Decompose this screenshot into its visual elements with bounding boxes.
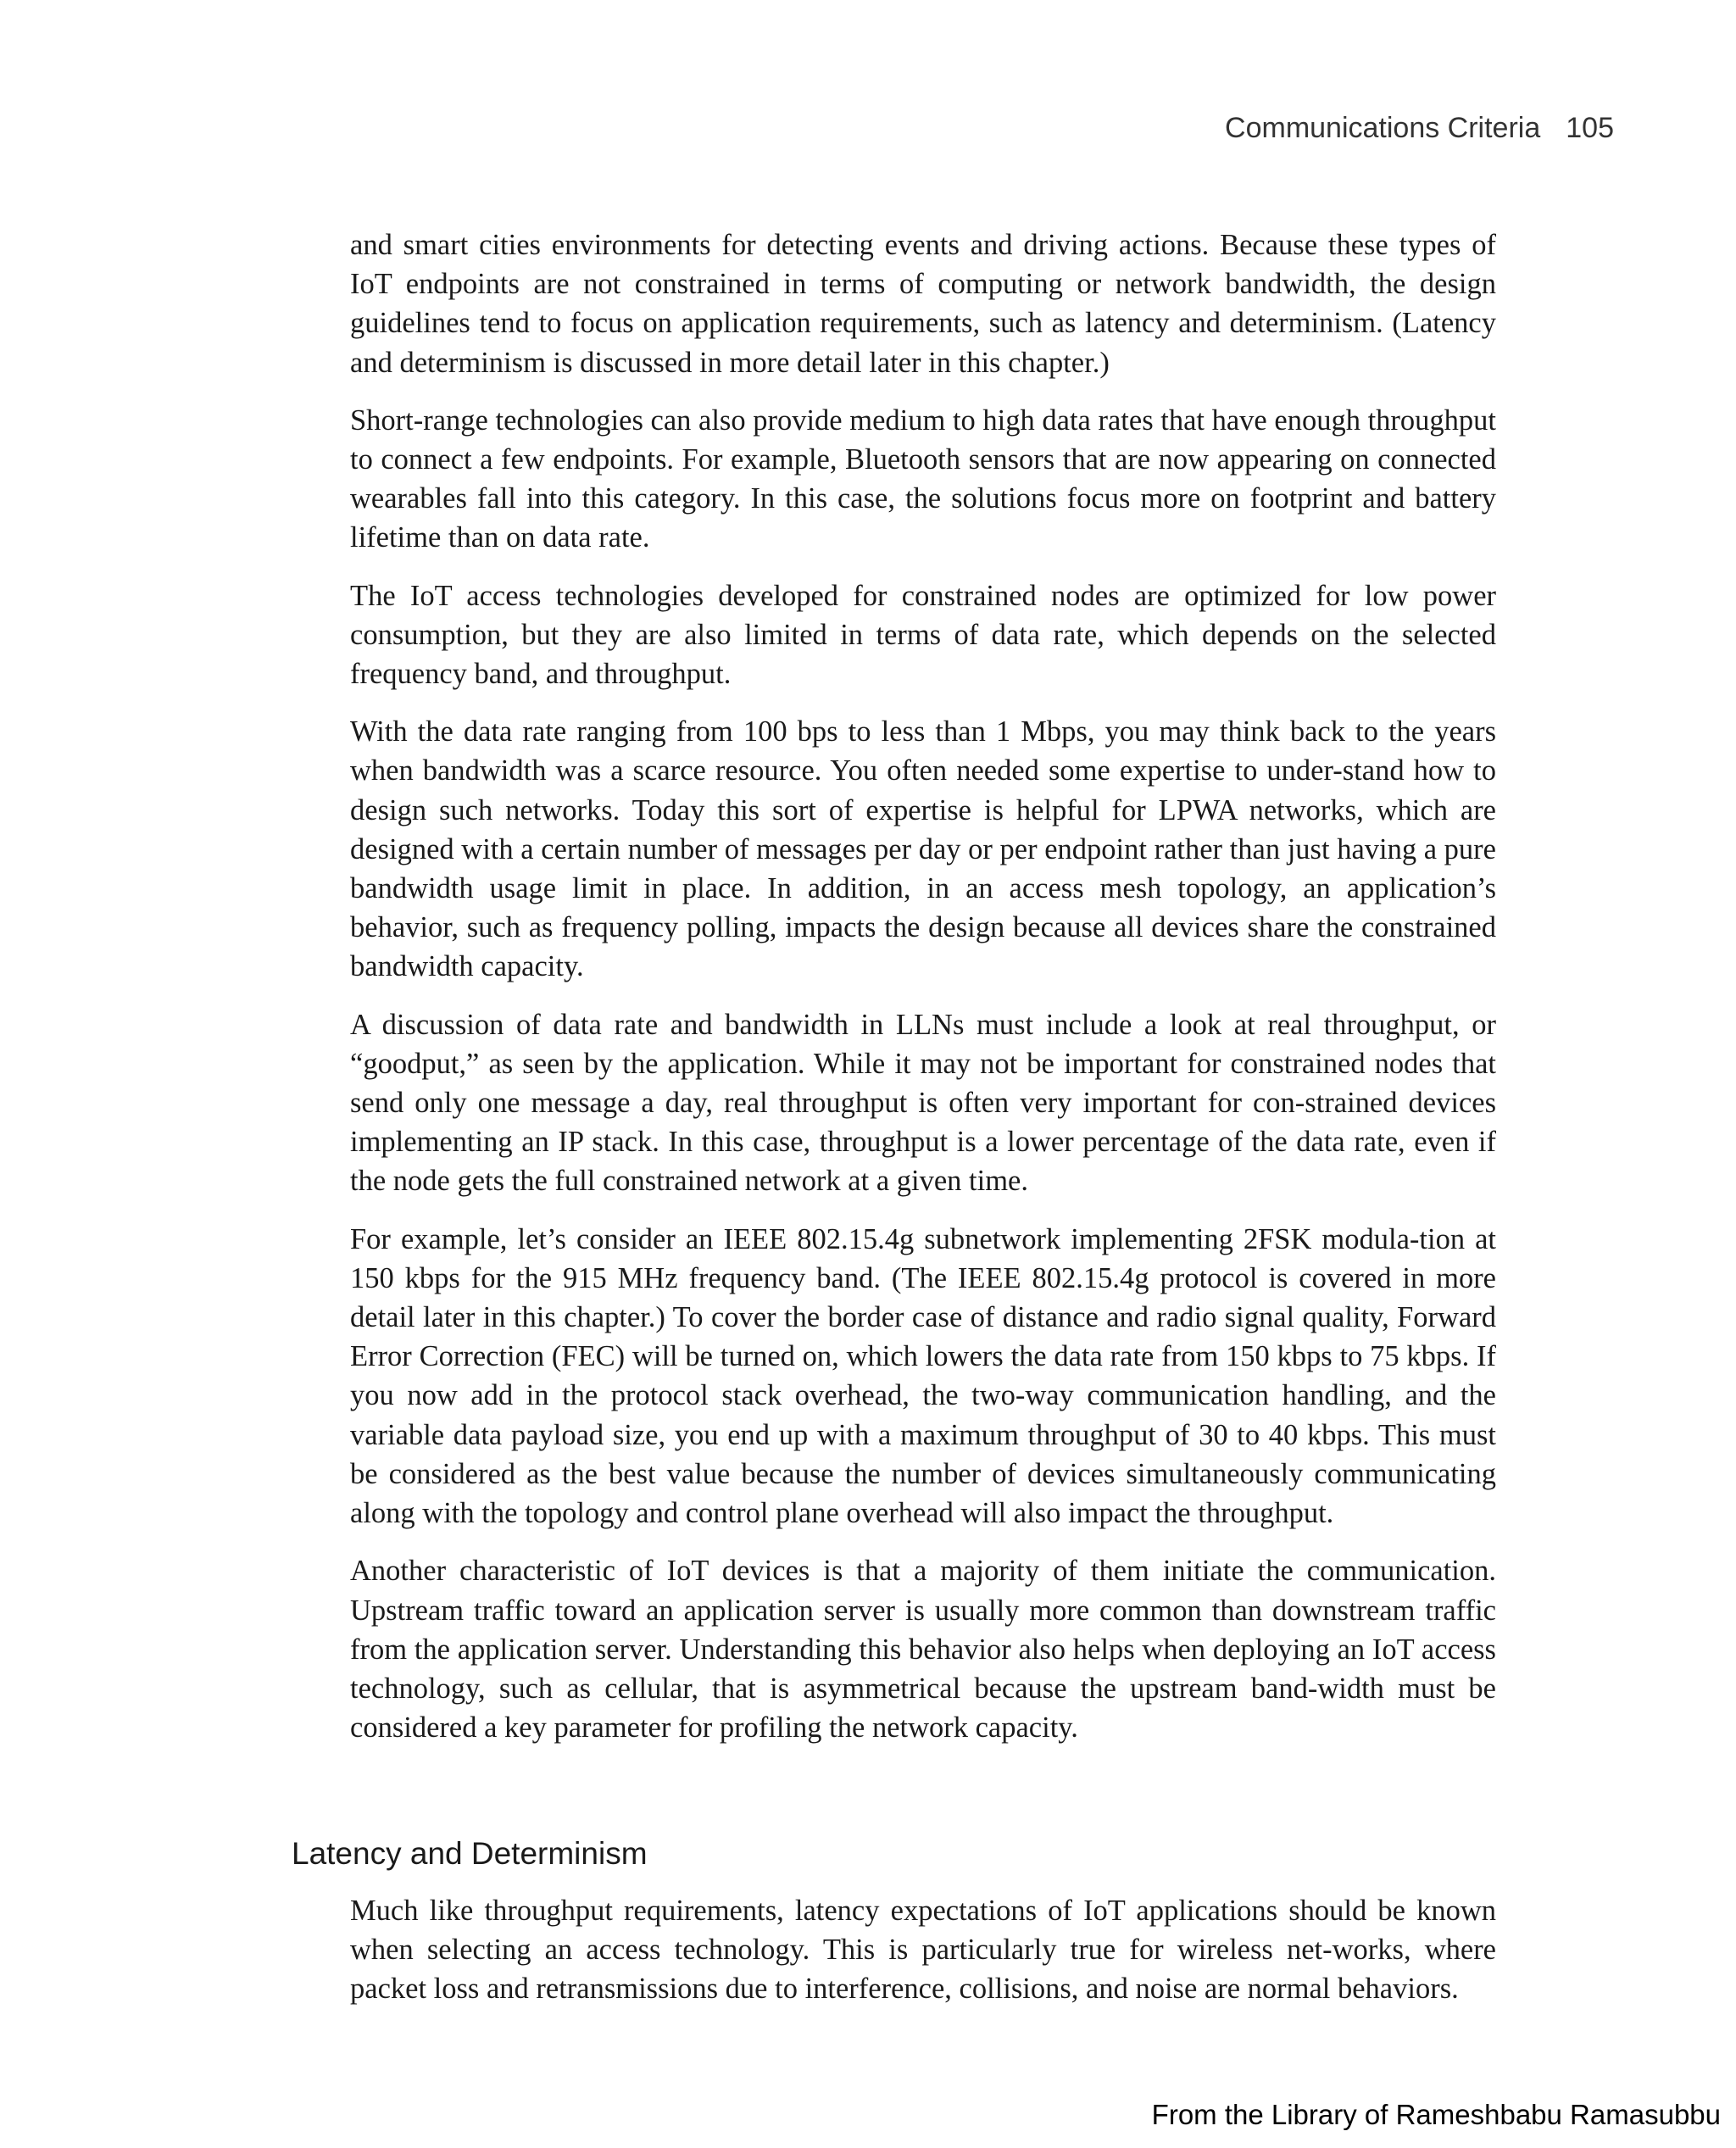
page-number: 105 — [1566, 112, 1614, 144]
paragraph: and smart cities environments for detecting events and driving actions. Because these types of IoT endpoints are not constrained in terms of computing or network bandwidth, the design guidelines tend to focus on application requirements, such as latency and determinism. (Latency and determinism is discussed in more detail later in this chapter.) — [350, 229, 1496, 379]
running-head-section: Communications Criteria — [1225, 112, 1541, 144]
library-watermark: From the Library of Rameshbabu Ramasubbu — [1151, 2099, 1721, 2130]
section-body — [350, 1891, 1496, 2009]
paragraph: A discussion of data rate and bandwidth in LLNs must include a look at real throughput, or “goodput,” as seen by the application. While it may not be important for constrained nodes that send only one message a day, real throughput is often very important for con-strained devices implementing an IP stack. In this case, throughput is a lower percentage of the data rate, even if the node gets the full constrained network at a given time. — [350, 1008, 1496, 1198]
paragraph: Much like throughput requirements, latency expectations of IoT applications should be known when selecting an access technology. This is particularly true for wireless net-works, where packet loss and retransmissions due to interference, collisions, and noise are normal behaviors. — [350, 1895, 1496, 2006]
body-text — [350, 225, 1496, 1766]
section-heading: Latency and Determinism — [292, 1836, 648, 1871]
paragraph: The IoT access technologies developed for constrained nodes are optimized for low power consumption, but they are also limited in terms of data rate, which depends on the selected frequency band, and throughput. — [350, 579, 1496, 691]
paragraph: With the data rate ranging from 100 bps to less than 1 Mbps, you may think back to the years when bandwidth was a scarce resource. You often needed some expertise to under-stand how to design such networks. Today this sort of expertise is helpful for LPWA networks, which are designed with a certain number of messages per day or per endpoint rather than just having a pure bandwidth usage limit in place. In addition, in an access mesh topology, an application’s behavior, such as frequency polling, impacts the design because all devices share the constrained bandwidth capacity. — [350, 715, 1496, 983]
paragraph: Another characteristic of IoT devices is that a majority of them initiate the communication. Upstream traffic toward an application server is usually more common than downstream traffic from the application server. Understanding this behavior also helps when deploying an IoT access technology, such as cellular, that is asymmetrical because the upstream band-width must be considered a key parameter for profiling the network capacity. — [350, 1555, 1496, 1745]
paragraph: For example, let’s consider an IEEE 802.15.4g subnetwork implementing 2FSK modula-tion at 150 kbps for the 915 MHz frequency band. (The IEEE 802.15.4g protocol is covered in more detail later in this chapter.) To cover the border case of distance and radio signal quality, Forward Error Correction (FEC) will be turned on, which lowers the data rate from 150 kbps to 75 kbps. If you now add in the protocol stack overhead, the two-way communication handling, and the variable data payload size, you end up with a maximum throughput of 30 to 40 kbps. This must be considered as the best value because the number of devices simultaneously communicating along with the topology and control plane overhead will also impact the throughput. — [350, 1222, 1496, 1530]
running-head — [1225, 112, 1614, 145]
paragraph: Short-range technologies can also provide medium to high data rates that have enough throughput to connect a few endpoints. For example, Bluetooth sensors that are now appearing on connected wearables fall into this category. In this case, the solutions focus more on footprint and battery lifetime than on data rate. — [350, 403, 1496, 554]
